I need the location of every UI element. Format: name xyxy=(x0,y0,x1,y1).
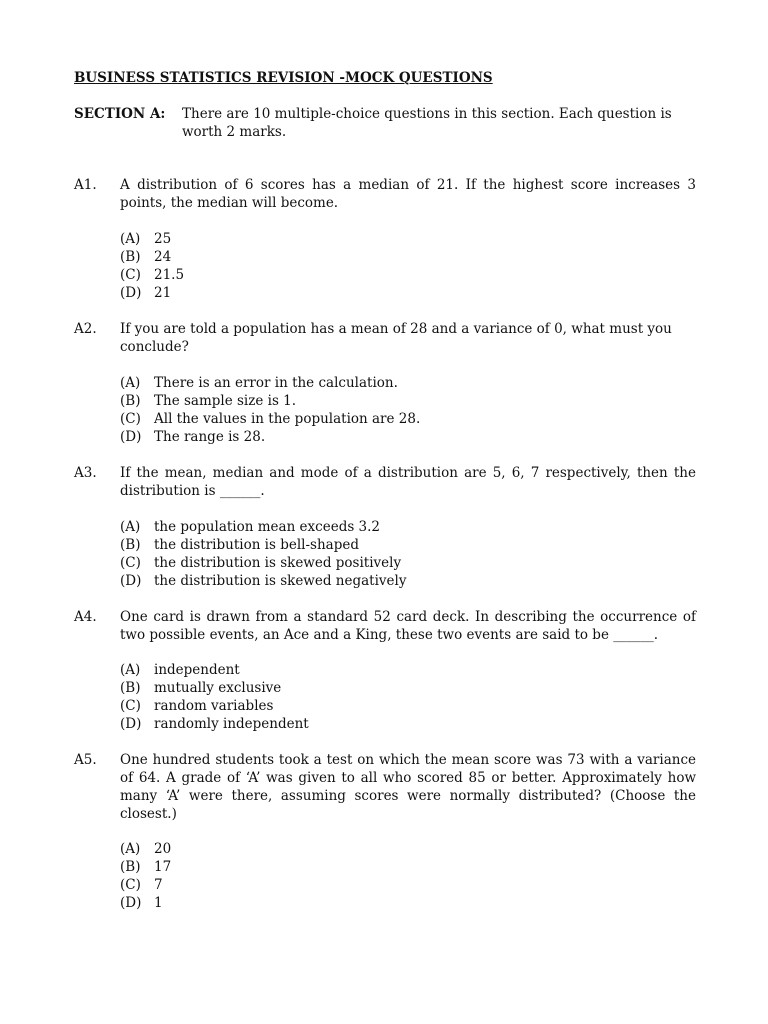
option-letter: (D) xyxy=(120,573,142,589)
option-c xyxy=(120,410,420,428)
option-a xyxy=(120,230,184,248)
option-b xyxy=(120,858,171,876)
option-letter: (B) xyxy=(120,859,141,875)
option-b xyxy=(120,679,309,697)
option-letter: (C) xyxy=(120,267,141,283)
option-letter: (D) xyxy=(120,716,142,732)
question-text: If you are told a population has a mean of 28 and a variance of 0, what must you conclude? xyxy=(120,321,672,355)
section-instructions: There are 10 multiple-choice questions in this section. Each question is worth 2 marks. xyxy=(182,106,672,140)
option-text: 7 xyxy=(154,877,163,893)
option-text: 20 xyxy=(154,841,172,857)
option-list xyxy=(120,518,406,590)
option-c xyxy=(120,697,309,715)
option-a xyxy=(120,661,309,679)
option-letter: (D) xyxy=(120,895,142,911)
option-text: randomly independent xyxy=(154,716,309,732)
page-title: BUSINESS STATISTICS REVISION -MOCK QUESTIONS xyxy=(74,70,493,86)
option-text: the distribution is bell-shaped xyxy=(154,537,359,553)
option-letter: (B) xyxy=(120,537,141,553)
option-d xyxy=(120,894,171,912)
option-letter: (D) xyxy=(120,429,142,445)
option-letter: (D) xyxy=(120,285,142,301)
question-text: If the mean, median and mode of a distribution are 5, 6, 7 respectively, then the distribution is ______. xyxy=(120,465,696,499)
option-text: 1 xyxy=(154,895,163,911)
section-label: SECTION A: xyxy=(74,106,166,122)
question-number: A2. xyxy=(74,321,97,337)
option-text: 24 xyxy=(154,249,172,265)
option-text: mutually exclusive xyxy=(154,680,282,696)
option-letter: (A) xyxy=(120,841,141,857)
option-text: 21.5 xyxy=(154,267,185,283)
option-d xyxy=(120,715,309,733)
option-letter: (B) xyxy=(120,393,141,409)
option-text: 17 xyxy=(154,859,172,875)
option-text: random variables xyxy=(154,698,274,714)
option-letter: (A) xyxy=(120,375,141,391)
option-letter: (C) xyxy=(120,411,141,427)
option-b xyxy=(120,392,420,410)
option-letter: (C) xyxy=(120,698,141,714)
option-list xyxy=(120,374,420,446)
question-number: A5. xyxy=(74,752,97,768)
option-text: the distribution is skewed positively xyxy=(154,555,402,571)
option-d xyxy=(120,284,184,302)
option-letter: (B) xyxy=(120,249,141,265)
question-text: A distribution of 6 scores has a median of 21. If the highest score increases 3 points, the median will become. xyxy=(120,177,696,211)
option-letter: (A) xyxy=(120,662,141,678)
option-c xyxy=(120,266,184,284)
question-number: A3. xyxy=(74,465,97,481)
option-b xyxy=(120,536,406,554)
option-d xyxy=(120,572,406,590)
option-text: independent xyxy=(154,662,240,678)
option-text: The sample size is 1. xyxy=(154,393,297,409)
option-a xyxy=(120,840,171,858)
option-text: 21 xyxy=(154,285,172,301)
option-d xyxy=(120,428,420,446)
option-list xyxy=(120,230,184,302)
option-list xyxy=(120,661,309,733)
question-text: One card is drawn from a standard 52 card deck. In describing the occurrence of two possible events, an Ace and a King, these two events are said to be ______. xyxy=(120,609,696,643)
question-text: One hundred students took a test on which the mean score was 73 with a variance of 64. A grade of ‘A’ was given to all who scored 85 or better. Approximately how many ‘A’ were there, assuming scores were normally distributed? (Choose the closest.) xyxy=(120,752,696,822)
option-letter: (C) xyxy=(120,555,141,571)
option-text: the distribution is skewed negatively xyxy=(154,573,407,589)
question-number: A4. xyxy=(74,609,97,625)
option-a xyxy=(120,374,420,392)
option-b xyxy=(120,248,184,266)
option-text: The range is 28. xyxy=(154,429,266,445)
option-text: There is an error in the calculation. xyxy=(154,375,398,391)
option-text: 25 xyxy=(154,231,172,247)
option-c xyxy=(120,554,406,572)
option-text: All the values in the population are 28. xyxy=(154,411,421,427)
option-a xyxy=(120,518,406,536)
option-letter: (C) xyxy=(120,877,141,893)
option-letter: (A) xyxy=(120,519,141,535)
option-letter: (B) xyxy=(120,680,141,696)
option-c xyxy=(120,876,171,894)
option-letter: (A) xyxy=(120,231,141,247)
question-number: A1. xyxy=(74,177,97,193)
option-list xyxy=(120,840,171,912)
option-text: the population mean exceeds 3.2 xyxy=(154,519,381,535)
